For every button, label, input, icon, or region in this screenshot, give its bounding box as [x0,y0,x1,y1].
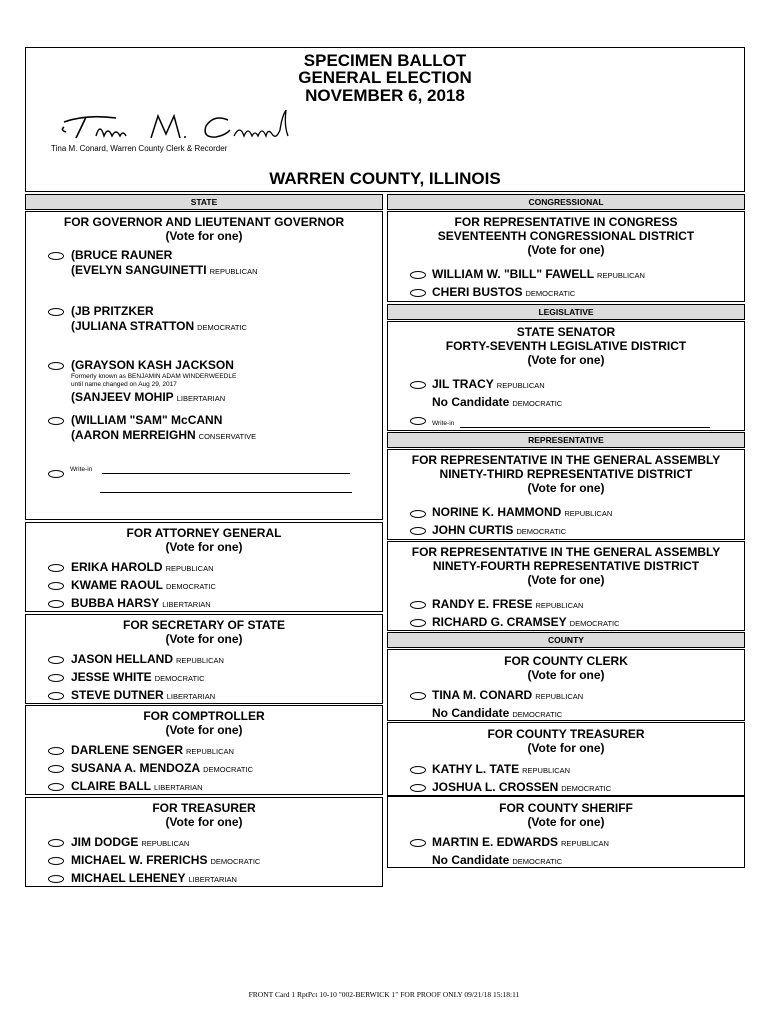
contest-treasurer [25,797,383,887]
candidate-name: MICHAEL LEHENEY LIBERTARIAN [71,871,237,885]
candidate-name: RANDY E. FRESE REPUBLICAN [432,597,584,611]
party-label: REPUBLICAN [564,509,613,518]
candidate-name: (SANJEEV MOHIP LIBERTARIAN [71,390,226,404]
candidate-name: DARLENE SENGER REPUBLICAN [71,743,234,757]
vote-oval[interactable] [410,417,426,425]
party-label: LIBERTARIAN [188,875,237,884]
party-label: DEMOCRATIC [512,857,563,866]
candidate-name: (AARON MERREIGHN CONSERVATIVE [71,428,257,442]
vote-oval[interactable] [410,619,426,627]
vote-oval[interactable] [410,784,426,792]
vote-oval[interactable] [410,766,426,774]
party-label: DEMOCRATIC [525,289,576,298]
candidate-name: (WILLIAM "SAM" McCANN [71,413,223,427]
contest-congress [387,211,745,302]
contest-subtitle: FORTY-SEVENTH LEGISLATIVE DISTRICT [445,339,687,353]
contest-title: FOR REPRESENTATIVE IN CONGRESS [454,215,678,229]
vote-oval[interactable] [48,857,64,865]
contest-title: FOR COMPTROLLER [143,709,265,723]
party-label: REPUBLICAN [597,271,645,280]
party-label: LIBERTARIAN [162,600,211,609]
candidate-name: CHERI BUSTOS DEMOCRATIC [432,285,576,299]
candidate-name: JESSE WHITE DEMOCRATIC [71,670,205,684]
candidate-name: MARTIN E. EDWARDS REPUBLICAN [432,835,609,849]
party-label: CONSERVATIVE [198,432,257,441]
county-title: WARREN COUNTY, ILLINOIS [269,169,501,188]
candidate-name: (EVELYN SANGUINETTI REPUBLICAN [71,263,258,277]
party-label: LIBERTARIAN [176,394,226,403]
vote-oval[interactable] [48,839,64,847]
vote-oval[interactable] [48,308,64,316]
vote-oval[interactable] [48,417,64,425]
vote-oval[interactable] [48,470,64,478]
vote-instruction: (Vote for one) [527,481,605,495]
candidate-note: Formerly known as BENJAMIN ADAM WINDERWEEDLE [71,373,237,380]
section-state: STATE [25,194,383,210]
party-label: REPUBLICAN [535,601,584,610]
contest-comptroller [25,705,383,795]
contest-state-senator [387,321,745,431]
vote-oval[interactable] [410,839,426,847]
ballot-header [25,47,745,192]
candidate-name: CLAIRE BALL LIBERTARIAN [71,779,203,793]
contest-title: FOR ATTORNEY GENERAL [126,526,282,540]
party-label: DEMOCRATIC [516,527,567,536]
contest-title: FOR COUNTY TREASURER [487,727,645,741]
party-label: REPUBLICAN [561,839,609,848]
section-county: COUNTY [387,632,745,648]
candidate-name: No Candidate DEMOCRATIC [432,706,563,720]
contest-rep-93rd-district [387,449,745,540]
contest-title: FOR REPRESENTATIVE IN THE GENERAL ASSEMBLY [411,545,721,559]
section-congressional: CONGRESSIONAL [387,194,745,210]
party-label: DEMOCRATIC [166,582,216,591]
candidate-name: (BRUCE RAUNER [71,248,173,262]
vote-oval[interactable] [410,271,426,279]
contest-title: FOR GOVERNOR AND LIEUTENANT GOVERNOR [63,215,345,229]
write-in-line[interactable] [460,427,710,428]
vote-instruction: (Vote for one) [527,668,605,682]
candidate-name: MICHAEL W. FRERICHS DEMOCRATIC [71,853,261,867]
vote-oval[interactable] [48,656,64,664]
candidate-name: BUBBA HARSY LIBERTARIAN [71,596,211,610]
party-label: DEMOCRATIC [210,857,261,866]
contest-title: FOR COUNTY CLERK [504,654,628,668]
candidate-name: (JB PRITZKER [71,304,154,318]
vote-oval[interactable] [48,600,64,608]
vote-oval[interactable] [48,362,64,370]
candidate-name: ERIKA HAROLD REPUBLICAN [71,560,214,574]
write-in-line[interactable] [100,492,352,493]
vote-instruction: (Vote for one) [165,632,243,646]
candidate-name: JIM DODGE REPUBLICAN [71,835,190,849]
vote-instruction: (Vote for one) [165,229,243,243]
contest-attorney-general [25,522,383,612]
candidate-name: WILLIAM W. "BILL" FAWELL REPUBLICAN [432,267,645,281]
section-representative: REPRESENTATIVE [387,432,745,448]
party-label: REPUBLICAN [209,267,258,276]
vote-instruction: (Vote for one) [165,723,243,737]
candidate-name: TINA M. CONARD REPUBLICAN [432,688,584,702]
candidate-name: STEVE DUTNER LIBERTARIAN [71,688,216,702]
party-label: LIBERTARIAN [166,692,216,701]
party-label: DEMOCRATIC [203,765,253,774]
candidate-name: KWAME RAOUL DEMOCRATIC [71,578,216,592]
candidate-name: JIL TRACY REPUBLICAN [432,377,545,391]
candidate-name: JOSHUA L. CROSSEN DEMOCRATIC [432,780,612,794]
candidate-name: (JULIANA STRATTON DEMOCRATIC [71,319,247,333]
party-label: DEMOCRATIC [561,784,612,793]
write-in-label: Write-in [70,466,93,473]
ballot-title-line2: GENERAL ELECTION [298,68,472,87]
contest-county-sheriff [387,796,745,868]
contest-county-treasurer [387,722,745,796]
vote-instruction: (Vote for one) [527,243,605,257]
vote-oval[interactable] [48,765,64,773]
vote-instruction: (Vote for one) [527,815,605,829]
candidate-name: JOHN CURTIS DEMOCRATIC [432,523,567,537]
contest-rep-94th-district [387,541,745,631]
vote-oval[interactable] [48,564,64,572]
vote-oval[interactable] [48,875,64,883]
contest-title: FOR SECRETARY OF STATE [122,618,285,632]
party-label: DEMOCRATIC [197,323,247,332]
party-label: REPUBLICAN [165,564,214,573]
candidate-note: until name changed on Aug 29, 2017 [71,381,177,388]
party-label: REPUBLICAN [186,747,234,756]
party-label: REPUBLICAN [496,381,545,390]
vote-oval[interactable] [410,692,426,700]
vote-instruction: (Vote for one) [527,741,605,755]
proof-footer: FRONT Card 1 RptPct 10-10 "002-BERWICK 1" FOR PROOF ONLY 09/21/18 15:18:11 [248,990,520,999]
candidate-name: JASON HELLAND REPUBLICAN [71,652,224,666]
vote-instruction: (Vote for one) [527,573,605,587]
contest-subtitle: NINETY-THIRD REPRESENTATIVE DISTRICT [439,467,693,481]
candidate-name: NORINE K. HAMMOND REPUBLICAN [432,505,613,519]
candidate-name: No Candidate DEMOCRATIC [432,853,563,867]
candidate-name: KATHY L. TATE REPUBLICAN [432,762,571,776]
vote-instruction: (Vote for one) [165,815,243,829]
candidate-name: (GRAYSON KASH JACKSON [71,358,234,372]
contest-title: FOR REPRESENTATIVE IN THE GENERAL ASSEMBLY [411,453,721,467]
contest-title: FOR TREASURER [152,801,256,815]
clerk-signature [56,110,326,142]
ballot-title-line1: SPECIMEN BALLOT [303,51,467,70]
candidate-name: RICHARD G. CRAMSEY DEMOCRATIC [432,615,620,629]
vote-oval[interactable] [410,601,426,609]
contest-subtitle: NINETY-FOURTH REPRESENTATIVE DISTRICT [432,559,700,573]
party-label: LIBERTARIAN [154,783,203,792]
vote-instruction: (Vote for one) [165,540,243,554]
party-label: DEMOCRATIC [512,399,563,408]
party-label: REPUBLICAN [535,692,584,701]
ballot-title-line3: NOVEMBER 6, 2018 [305,86,465,105]
vote-oval[interactable] [48,692,64,700]
contest-county-clerk [387,649,745,721]
party-label: DEMOCRATIC [512,710,563,719]
vote-oval[interactable] [410,289,426,297]
vote-oval[interactable] [48,783,64,791]
contest-secretary-of-state [25,614,383,704]
vote-oval[interactable] [48,747,64,755]
contest-title: FOR COUNTY SHERIFF [499,801,633,815]
vote-oval[interactable] [48,674,64,682]
vote-oval[interactable] [410,381,426,389]
write-in-line[interactable] [102,473,350,474]
contest-subtitle: SEVENTEENTH CONGRESSIONAL DISTRICT [437,229,695,243]
candidate-name: No Candidate DEMOCRATIC [432,395,563,409]
write-in-label: Write-in [432,420,455,427]
vote-oval[interactable] [48,252,64,260]
vote-oval[interactable] [410,510,426,518]
contest-governor [25,211,383,520]
candidate-name: SUSANA A. MENDOZA DEMOCRATIC [71,761,253,775]
party-label: REPUBLICAN [176,656,224,665]
party-label: REPUBLICAN [141,839,190,848]
section-legislative: LEGISLATIVE [387,304,745,320]
vote-oval[interactable] [48,582,64,590]
signature-caption: Tina M. Conard, Warren County Clerk & Recorder [51,144,228,153]
contest-title: STATE SENATOR [516,325,616,339]
party-label: DEMOCRATIC [154,674,205,683]
vote-instruction: (Vote for one) [527,353,605,367]
vote-oval[interactable] [410,527,426,535]
party-label: DEMOCRATIC [569,619,620,628]
party-label: REPUBLICAN [522,766,571,775]
